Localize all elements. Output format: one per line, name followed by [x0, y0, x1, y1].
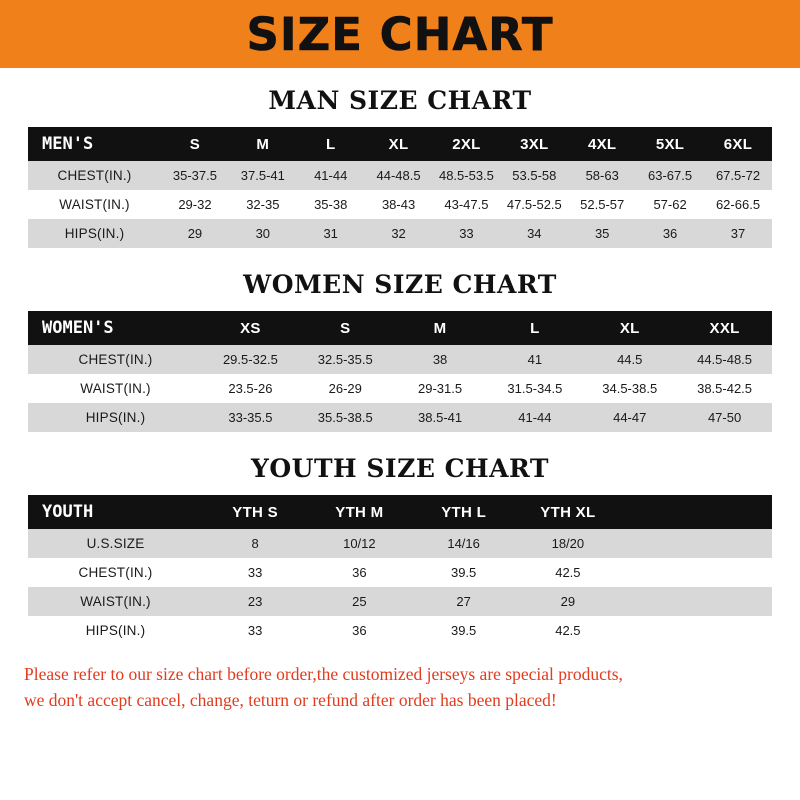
women-cell-2-2: 38.5-41 — [418, 410, 463, 425]
women-header-cell-2: S — [340, 319, 351, 337]
man-cell-2-2: 31 — [323, 226, 338, 241]
women-header-cell-0: WOMEN'S — [42, 318, 114, 338]
youth-spacer-2 — [620, 587, 772, 616]
man-header-cell-9: 6XL — [723, 135, 753, 153]
youth-spacer-3 — [620, 616, 772, 645]
women-cell-2-4: 44-47 — [613, 410, 647, 425]
women-cell-0-0: 29.5-32.5 — [222, 352, 278, 367]
page-title: SIZE CHART — [246, 7, 554, 61]
man-cell-0-7: 63-67.5 — [648, 168, 693, 183]
man-row-1-label: WAIST(IN.) — [59, 197, 130, 212]
women-cell-1-3: 31.5-34.5 — [507, 381, 563, 396]
man-header-cell-5: 2XL — [452, 135, 481, 153]
women-cell-1-2: 29-31.5 — [418, 381, 463, 396]
women-header-cell-3: M — [433, 319, 447, 337]
man-cell-0-8: 67.5-72 — [715, 168, 761, 183]
youth-row-3-label: HIPS(IN.) — [85, 623, 146, 638]
man-header-cell-4: XL — [388, 135, 409, 153]
man-cell-0-6: 58-63 — [585, 168, 619, 183]
page-banner — [0, 0, 800, 68]
youth-table-body — [28, 529, 772, 645]
youth-cell-3-1: 36 — [352, 623, 367, 638]
women-cell-2-1: 35.5-38.5 — [317, 410, 373, 425]
youth-cell-2-3: 29 — [560, 594, 576, 609]
women-cell-1-5: 38.5-42.5 — [697, 381, 753, 396]
man-cell-2-8: 37 — [730, 226, 746, 241]
youth-spacer-1 — [620, 558, 772, 587]
man-cell-0-0: 35-37.5 — [172, 168, 217, 183]
footer-note-line-2: we don't accept cancel, change, teturn or refund after order has been placed! — [24, 690, 557, 711]
women-table-body — [28, 345, 772, 432]
man-cell-1-0: 29-32 — [178, 197, 212, 212]
man-cell-1-7: 57-62 — [653, 197, 687, 212]
youth-row-1-label: CHEST(IN.) — [78, 565, 153, 580]
youth-cell-2-1: 25 — [352, 594, 367, 609]
women-size-table — [28, 311, 772, 432]
women-table-head — [28, 311, 772, 345]
man-cell-1-4: 43-47.5 — [444, 197, 489, 212]
youth-spacer-0 — [620, 529, 772, 558]
youth-table-wrap — [0, 495, 800, 645]
man-cell-1-2: 35-38 — [314, 197, 348, 212]
table-row — [28, 587, 772, 616]
youth-section-title: YOUTH SIZE CHART — [251, 454, 549, 483]
youth-cell-0-0: 8 — [251, 536, 259, 551]
man-table-body — [28, 161, 772, 248]
women-row-0-label: CHEST(IN.) — [78, 352, 153, 367]
man-cell-2-4: 33 — [459, 226, 474, 241]
footer-note — [0, 661, 800, 714]
man-header-cell-1: S — [189, 135, 201, 153]
youth-cell-3-0: 33 — [247, 623, 263, 638]
women-cell-2-0: 33-35.5 — [228, 410, 273, 425]
women-header-cell-5: XL — [619, 319, 640, 337]
women-cell-2-5: 47-50 — [707, 410, 742, 425]
man-cell-2-3: 32 — [391, 226, 406, 241]
man-cell-0-5: 53.5-58 — [512, 168, 557, 183]
women-table-wrap — [0, 311, 800, 432]
man-section-title: MAN SIZE CHART — [268, 86, 532, 115]
man-cell-0-4: 48.5-53.5 — [438, 168, 494, 183]
man-cell-2-6: 35 — [594, 226, 610, 241]
women-header-cell-1: XS — [240, 319, 261, 337]
youth-row-2-label: WAIST(IN.) — [80, 594, 151, 609]
man-header-cell-8: 5XL — [655, 135, 685, 153]
footer-note-line-1: Please refer to our size chart before order,the customized jerseys are special products, — [24, 664, 623, 684]
youth-cell-3-2: 39.5 — [450, 623, 477, 638]
youth-header-cell-2: YTH M — [335, 503, 384, 521]
women-header-cell-6: XXL — [709, 319, 740, 337]
youth-cell-2-0: 23 — [247, 594, 263, 609]
man-cell-2-1: 30 — [255, 226, 271, 241]
table-row — [28, 558, 772, 587]
youth-header-cell-1: YTH S — [232, 503, 278, 521]
women-section-title: WOMEN SIZE CHART — [243, 270, 557, 299]
youth-cell-0-3: 18/20 — [551, 536, 585, 551]
man-row-0-label: CHEST(IN.) — [57, 168, 132, 183]
women-cell-1-1: 26-29 — [328, 381, 362, 396]
youth-cell-2-2: 27 — [456, 594, 471, 609]
youth-size-table — [28, 495, 772, 645]
table-row — [28, 374, 772, 403]
women-cell-0-2: 38 — [432, 352, 448, 367]
women-cell-1-4: 34.5-38.5 — [602, 381, 658, 396]
women-row-1-label: WAIST(IN.) — [80, 381, 151, 396]
youth-row-0-label: U.S.SIZE — [86, 536, 145, 551]
youth-cell-1-3: 42.5 — [555, 565, 581, 580]
man-header-cell-7: 4XL — [587, 135, 617, 153]
man-cell-2-0: 29 — [187, 226, 203, 241]
women-cell-0-4: 44.5 — [617, 352, 643, 367]
youth-header-cell-0: YOUTH — [42, 502, 94, 522]
youth-header-cell-3: YTH L — [441, 503, 487, 521]
table-row — [28, 161, 772, 190]
man-cell-0-1: 37.5-41 — [240, 168, 285, 183]
man-header-cell-3: L — [325, 135, 336, 153]
youth-cell-1-1: 36 — [352, 565, 367, 580]
man-cell-1-8: 62-66.5 — [715, 197, 761, 212]
table-row — [28, 529, 772, 558]
man-header-cell-2: M — [256, 135, 270, 153]
man-row-2-label: HIPS(IN.) — [64, 226, 125, 241]
man-cell-1-1: 32-35 — [246, 197, 280, 212]
table-header-row — [28, 127, 772, 161]
youth-cell-0-1: 10/12 — [343, 536, 376, 551]
man-cell-1-3: 38-43 — [381, 197, 416, 212]
women-row-2-label: HIPS(IN.) — [85, 410, 146, 425]
women-cell-0-3: 41 — [527, 352, 543, 367]
table-row — [28, 403, 772, 432]
women-cell-1-0: 23.5-26 — [228, 381, 273, 396]
man-cell-2-7: 36 — [662, 226, 678, 241]
man-cell-1-6: 52.5-57 — [580, 197, 625, 212]
table-row — [28, 219, 772, 248]
youth-table-head — [28, 495, 772, 529]
man-size-table — [28, 127, 772, 248]
table-row — [28, 190, 772, 219]
women-header-cell-4: L — [530, 319, 540, 337]
table-row — [28, 616, 772, 645]
table-header-row — [28, 311, 772, 345]
man-table-head — [28, 127, 772, 161]
youth-cell-1-0: 33 — [247, 565, 263, 580]
man-cell-2-5: 34 — [527, 226, 542, 241]
man-cell-0-2: 41-44 — [314, 168, 348, 183]
man-cell-0-3: 44-48.5 — [376, 168, 421, 183]
youth-cell-1-2: 39.5 — [450, 565, 477, 580]
man-table-wrap — [0, 127, 800, 248]
table-row — [28, 345, 772, 374]
man-header-cell-0: MEN'S — [42, 134, 94, 154]
man-header-cell-6: 3XL — [520, 135, 549, 153]
youth-cell-0-2: 14/16 — [447, 536, 480, 551]
table-header-row — [28, 495, 772, 529]
man-cell-1-5: 47.5-52.5 — [506, 197, 562, 212]
women-cell-2-3: 41-44 — [518, 410, 552, 425]
women-cell-0-1: 32.5-35.5 — [317, 352, 373, 367]
youth-header-cell-4: YTH XL — [540, 503, 596, 521]
youth-cell-3-3: 42.5 — [555, 623, 581, 638]
youth-header-spacer — [620, 495, 772, 529]
women-cell-0-5: 44.5-48.5 — [697, 352, 753, 367]
